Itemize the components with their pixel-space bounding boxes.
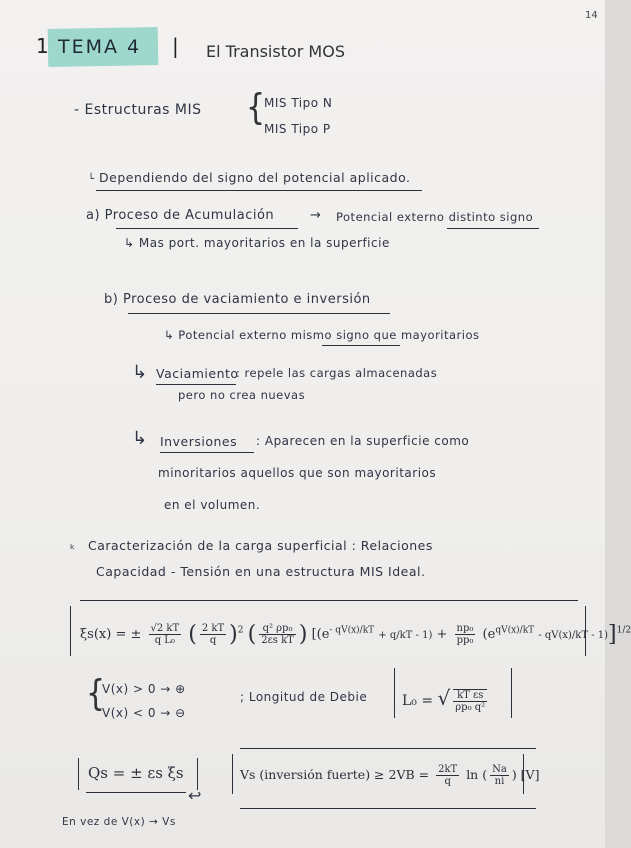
dependiendo-content: Dependiendo del signo del potencial aplicado. — [99, 170, 411, 185]
mis-tipo-n: MIS Tipo N — [264, 96, 333, 110]
proceso-a-sub-text: Mas port. mayoritarios en la superficie — [138, 236, 390, 250]
inversiones-underline — [160, 452, 254, 453]
main-equation: ξs(x) = ± $\frac{√2 kT}{\text{q L₀}}$ ( $\frac{2 kT}{q}$ )$^2$ ( $\frac{\text{q² ρp₀}}{\text{2εs kT}}$ ) [$(e^{- qV(x)/kT} + q/kT - 1)$ + $\frac{\text{np₀}}{\text{pp₀}}$ $(e^{qV(x)/kT} - qV(x)/kT - 1)]^{1/2}$ — [80, 622, 631, 647]
title-text: El Transistor MOS — [206, 42, 345, 61]
arrow-inversiones: ↳ — [132, 428, 148, 449]
eq-frac-1 — [149, 623, 182, 646]
eq-term-a: + q/kT - 1) — [378, 630, 433, 641]
eq-f2-den: q — [209, 635, 217, 646]
v-negative: V(x) < 0 → ⊖ — [102, 706, 186, 720]
debye-frac — [453, 689, 487, 713]
eq-lhs: ξs(x) = ± — [80, 627, 142, 642]
eq-frac-2 — [200, 623, 226, 646]
vs-ln-frac — [490, 764, 509, 787]
proceso-b-label: b) Proceso de vaciamiento e inversión — [104, 292, 371, 307]
debye-equation: L₀ = √ $\frac{\text{kT εs}}{\text{ρp₀ q²}}$ — [402, 686, 486, 713]
vs-lhs: Vs (inversión fuerte) ≥ 2VB = — [240, 767, 430, 782]
proceso-a-arrow: → — [310, 208, 322, 223]
proceso-a-label: a) Proceso de Acumulación — [86, 208, 275, 223]
page-number: 14 — [585, 10, 598, 21]
proceso-b-sub: ↳ Potencial externo mismo signo que mayoritarios — [164, 328, 480, 342]
vs-num: 2kT — [438, 764, 458, 775]
debye-num: kT εs — [453, 690, 487, 702]
title-number: 1 — [36, 34, 49, 58]
eq-exponent: 1/2 — [616, 625, 631, 636]
vs-ln-num: Na — [492, 764, 507, 775]
equation-top-line — [80, 600, 578, 601]
title-tema: TEMA 4 — [58, 36, 142, 58]
eq-f4-num: np₀ — [456, 623, 474, 634]
eq-frac-3 — [259, 623, 296, 646]
vs-top-line — [240, 748, 536, 749]
inversiones-text-1: : Aparecen en la superficie como — [256, 434, 470, 448]
caracterizacion-line2: Capacidad - Tensión en una estructura MIS Ideal. — [96, 564, 426, 579]
footer-note: En vez de V(x) → Vs — [62, 816, 176, 828]
proceso-a-underline — [116, 228, 298, 229]
brace-signs: { — [86, 672, 106, 715]
vaciamiento-text-1: : repele las cargas almacenadas — [236, 366, 438, 380]
eq-bracket-b: (e — [482, 627, 496, 642]
charge-arrow: ↩ — [188, 786, 202, 805]
distinto-signo-underline — [447, 228, 539, 229]
caracterizacion-line1: Caracterización de la carga superficial : Relaciones — [88, 538, 433, 553]
debye-den: ρp₀ q² — [455, 702, 486, 713]
charge-expr: Qs = ± εs ξs — [88, 764, 184, 782]
eq-f2-num: 2 kT — [201, 623, 225, 634]
debye-label: ; Longitud de Debie — [240, 690, 368, 704]
vaciamiento-text-2: pero no crea nuevas — [178, 388, 306, 402]
inversiones-label: Inversiones — [160, 434, 238, 449]
eq-f4-den: pp₀ — [456, 635, 474, 646]
arrow-vaciamiento: ↳ — [132, 362, 148, 383]
eq-plus: + — [436, 627, 448, 642]
vaciamiento-label: Vaciamiento — [156, 366, 239, 381]
dependiendo-underline — [96, 190, 422, 191]
proceso-a-sub: ↳ Mas port. mayoritarios en la superficie — [124, 236, 390, 250]
eq-exp-a: - qV(x)/kT — [329, 625, 375, 636]
eq-f1-num: √2 kT — [150, 623, 180, 634]
mis-tipo-p: MIS Tipo P — [264, 122, 331, 136]
vs-frac — [436, 764, 459, 787]
v-positive: V(x) > 0 → ⊕ — [102, 682, 186, 696]
debye-lhs: L₀ = — [402, 693, 434, 709]
vs-tail: ) [V] — [511, 767, 540, 782]
inversiones-text-3: en el volumen. — [164, 498, 261, 512]
vs-bottom-line — [240, 808, 536, 809]
brace-estructuras: { — [246, 86, 266, 129]
estructuras-label: - Estructuras MIS — [74, 102, 202, 118]
proceso-b-underline — [128, 313, 390, 314]
inversiones-text-2: minoritarios aquellos que son mayoritarios — [158, 466, 437, 480]
vs-den: q — [444, 776, 451, 787]
eq-frac-4 — [455, 623, 476, 646]
proceso-a-text: Potencial externo distinto signo — [336, 210, 534, 224]
proceso-b-sub-text: Potencial externo mismo signo que mayoritarios — [178, 328, 480, 342]
eq-f3-num: q² ρp₀ — [259, 623, 296, 635]
dependiendo-text: └ Dependiendo del signo del potencial aplicado. — [88, 170, 411, 185]
vs-ln: ln ( — [466, 767, 488, 782]
bullet-caracterizacion: ᵏ — [70, 542, 76, 556]
vs-expr — [240, 764, 539, 787]
vaciamiento-underline — [156, 384, 236, 385]
eq-f3-den: 2εs kT — [261, 635, 294, 646]
eq-f1-den: q L₀ — [154, 635, 175, 646]
charge-bottom-line — [86, 792, 186, 793]
eq-term-b: - qV(x)/kT - 1) — [538, 630, 609, 641]
mismo-signo-underline — [322, 345, 400, 346]
eq-bracket-a: [(e — [311, 627, 330, 642]
title-separator: | — [172, 34, 179, 58]
eq-exp-b: qV(x)/kT — [495, 625, 535, 636]
vs-ln-den: ni — [494, 776, 505, 787]
